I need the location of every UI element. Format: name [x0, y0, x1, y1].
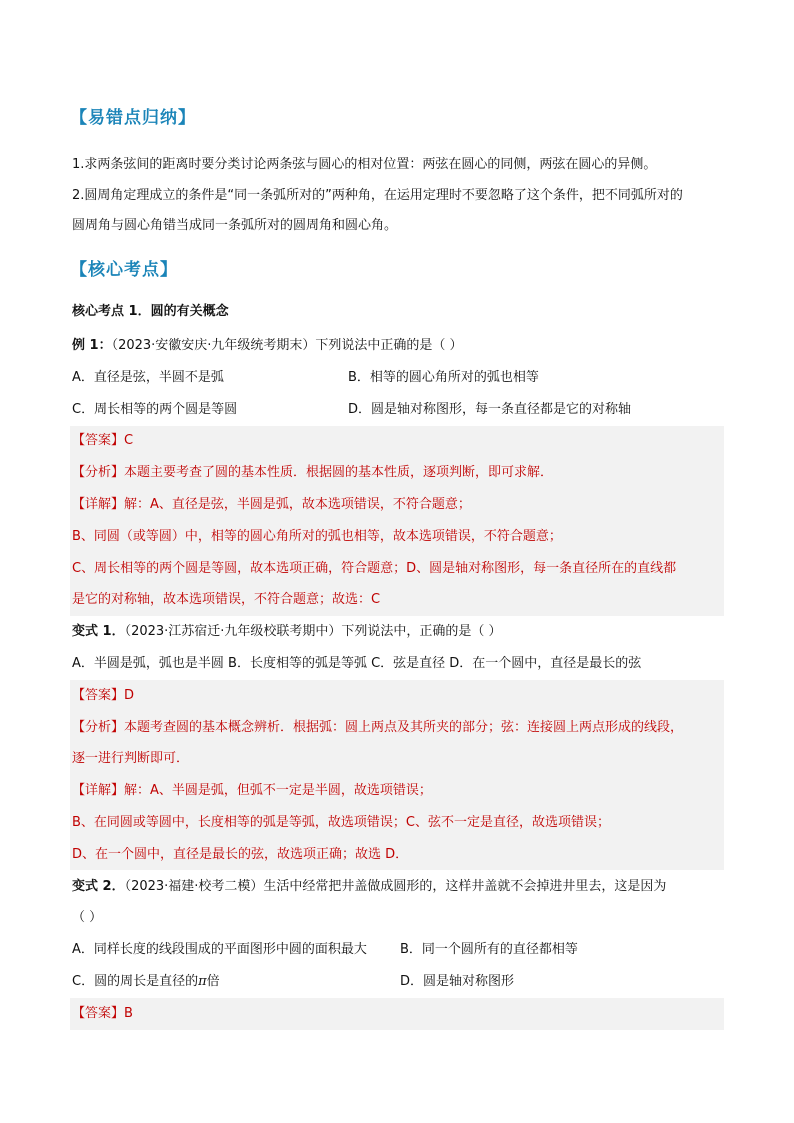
- option-d: D．圆是轴对称图形: [400, 974, 515, 989]
- answer-line: [72, 431, 724, 451]
- section-heading-core: 【核心考点】: [70, 260, 178, 280]
- question-label: 例 1：: [72, 338, 112, 353]
- question-label: 变式 1．: [72, 624, 125, 639]
- options-line: A．半圆是弧，弧也是半圆 B．长度相等的弧是等弧 C．弦是直径 D．在一个圆中，直径是最长的弦: [72, 656, 642, 671]
- question-stem: [72, 336, 724, 356]
- answer-tag: 【答案】: [72, 688, 125, 703]
- analysis-text: 本题主要考查了圆的基本性质．根据圆的基本性质，逐项判断，即可求解．: [124, 465, 554, 480]
- detail-line: D、在一个圆中，直径是最长的弦，故选项正确；故选 D．: [72, 847, 409, 862]
- option-c: C．周长相等的两个圆是等圆: [72, 402, 238, 417]
- detail-line: B、同圆（或等圆）中，相等的圆心角所对的弧也相等，故本选项错误，不符合题意；: [72, 529, 562, 544]
- subheading: 核心考点 1．圆的有关概念: [72, 304, 229, 319]
- analysis-line: 逐一进行判断即可．: [72, 751, 190, 766]
- answer-tag: 【答案】: [72, 1006, 125, 1021]
- option-b: B．同一个圆所有的直径都相等: [400, 942, 578, 957]
- option-c-text: C．圆的周长是直径的: [72, 974, 199, 989]
- analysis-text: 本题考查圆的基本概念辨析．根据弧：圆上两点及其所夹的部分；弦：连接圆上两点形成的线段，: [124, 720, 684, 735]
- option-a: A．直径是弦，半圆不是弧: [72, 370, 224, 385]
- solution-box: [70, 426, 724, 616]
- answer-value: D: [124, 688, 135, 703]
- detail-tag: 【详解】: [72, 497, 125, 512]
- option-d: D．圆是轴对称图形，每一条直径都是它的对称轴: [348, 402, 632, 417]
- paragraph: 2.圆周角定理成立的条件是“同一条弧所对的”两种角，在运用定理时不要忽略了这个条件，把不同弧所对的: [72, 188, 683, 203]
- answer-line: [72, 1004, 724, 1024]
- detail-line: C、周长相等的两个圆是等圆，故本选项正确，符合题意；D、圆是轴对称图形，每一条直径所在的直线都: [72, 561, 677, 576]
- paragraph: 1.求两条弦间的距离时要分类讨论两条弦与圆心的相对位置：两弦在圆心的同侧，两弦在圆心的异侧。: [72, 157, 657, 172]
- detail-text: 解：A、半圆是弧，但弧不一定是半圆，故选项错误；: [124, 783, 432, 798]
- section-heading-errors: 【易错点归纳】: [70, 108, 196, 128]
- analysis-line: [72, 463, 724, 483]
- question-stem: [72, 622, 724, 642]
- analysis-tag: 【分析】: [72, 465, 125, 480]
- analysis-tag: 【分析】: [72, 720, 125, 735]
- question-text: （2023·安徽安庆·九年级统考期末）下列说法中正确的是（ ）: [111, 338, 463, 353]
- detail-line: [72, 781, 724, 801]
- analysis-line: [72, 718, 724, 738]
- solution-box: [70, 680, 724, 870]
- pi-symbol: π: [198, 974, 207, 989]
- question-paren: （ ）: [72, 910, 103, 925]
- option-b: B．相等的圆心角所对的弧也相等: [348, 370, 539, 385]
- answer-value: C: [124, 433, 134, 448]
- answer-tag: 【答案】: [72, 433, 125, 448]
- detail-line: B、在同圆或等圆中，长度相等的弧是等弧，故选项错误；C、弦不一定是直径，故选项错误；: [72, 815, 610, 830]
- option-a: A．同样长度的线段围成的平面图形中圆的面积最大: [72, 942, 367, 957]
- question-label: 变式 2．: [72, 879, 125, 894]
- option-c-suffix: 倍: [206, 974, 220, 989]
- answer-value: B: [124, 1006, 133, 1021]
- option-c: [72, 972, 220, 992]
- paragraph: 圆周角与圆心角错当成同一条弧所对的圆周角和圆心角。: [72, 218, 398, 233]
- question-text: （2023·江苏宿迁·九年级校联考期中）下列说法中，正确的是（ ）: [124, 624, 502, 639]
- detail-text: 解：A、直径是弦，半圆是弧，故本选项错误，不符合题意；: [124, 497, 471, 512]
- detail-line: 是它的对称轴，故本选项错误，不符合题意；故选：C: [72, 592, 381, 607]
- detail-line: [72, 495, 724, 515]
- question-stem: [72, 877, 724, 897]
- detail-tag: 【详解】: [72, 783, 125, 798]
- answer-line: [72, 686, 724, 706]
- question-text: （2023·福建·校考二模）生活中经常把井盖做成圆形的，这样井盖就不会掉进井里去，这是因为: [124, 879, 667, 894]
